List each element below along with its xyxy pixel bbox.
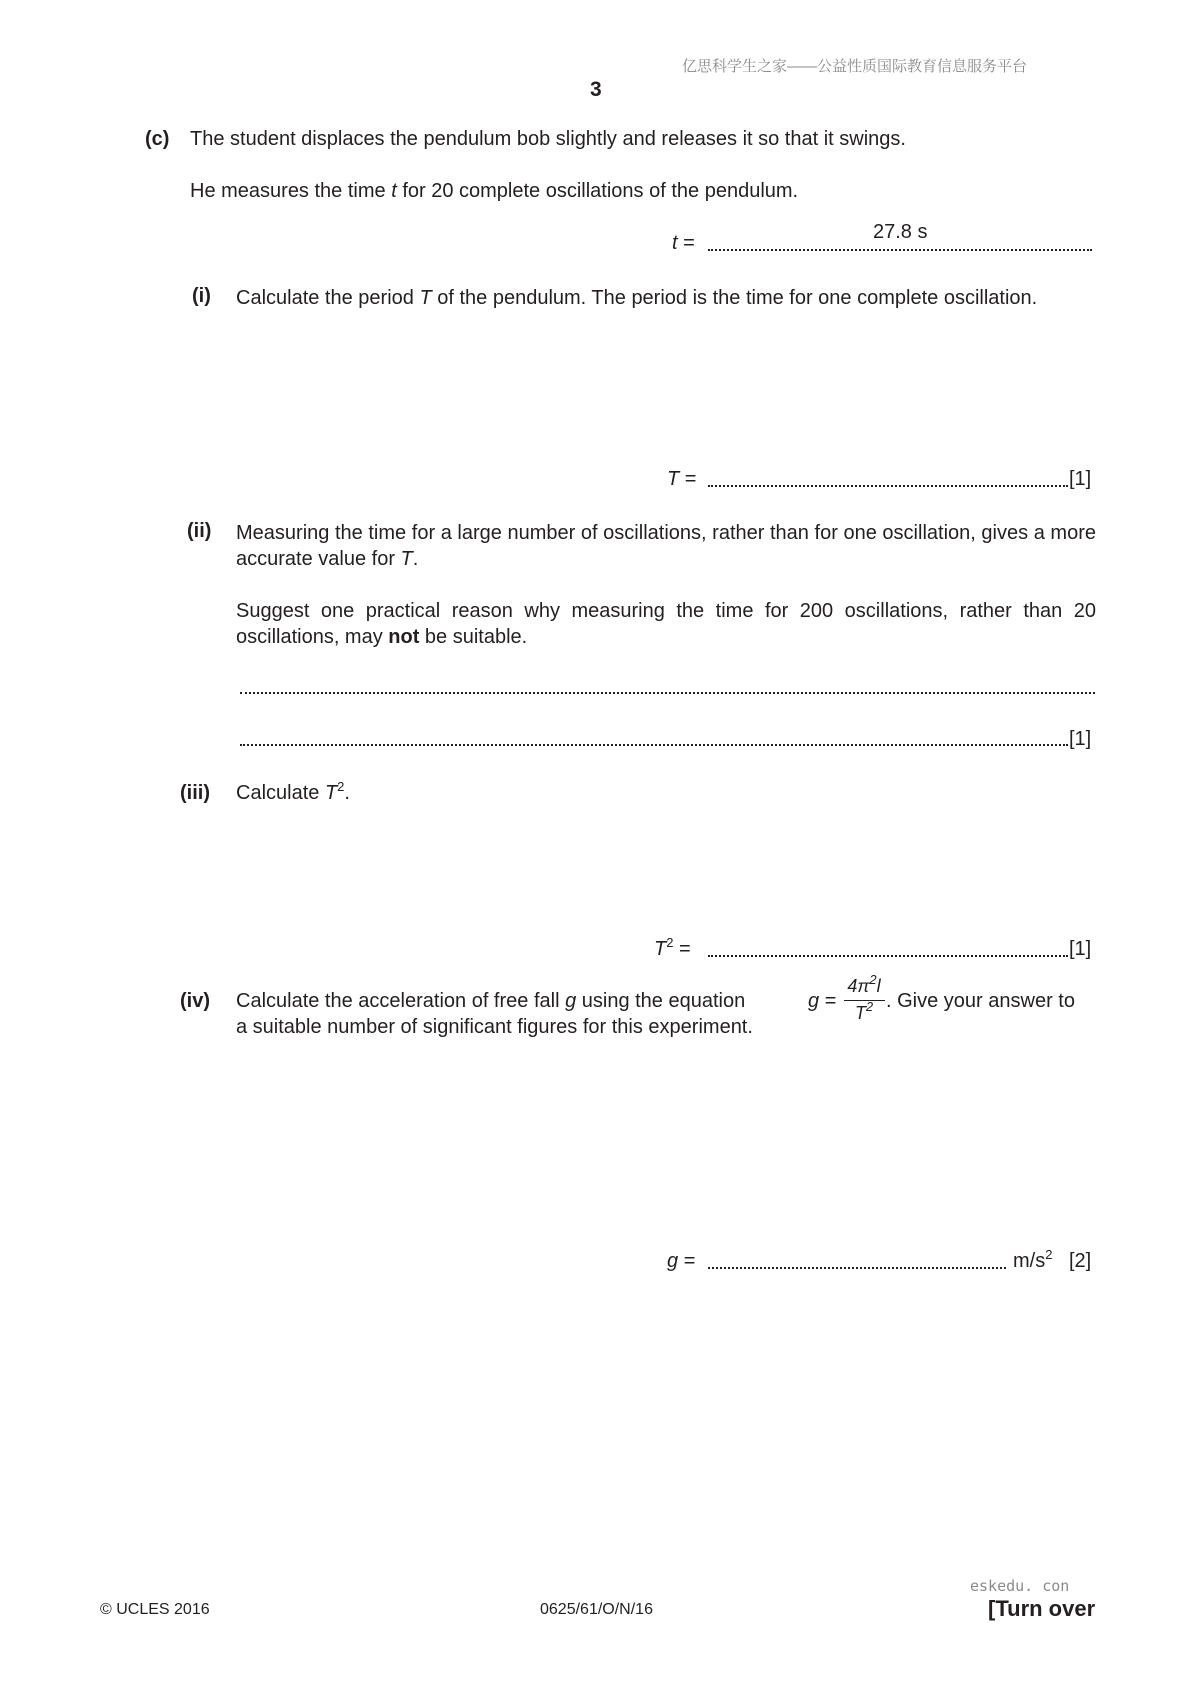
text: Measuring the time for a large number of oscillations, rather than for one oscillation, gives a more accurate value for [236,522,1096,570]
part-c-label: (c) [145,128,170,150]
superscript: 2 [865,999,874,1014]
part-ii-context [236,520,1096,572]
text: He measures the time [190,180,392,202]
T-squared-answer-line[interactable] [708,955,1068,957]
t-answer-value: 27.8 s [873,221,928,243]
text: 4π [847,976,870,996]
variable-g: g [667,1250,679,1272]
part-c-instruction [190,180,798,203]
T-answer-line[interactable] [708,485,1068,487]
equals: = [824,990,837,1012]
text: using the equation [576,990,746,1012]
variable-g: g [565,990,577,1012]
answer-line-2[interactable] [240,744,1068,746]
turn-over: [Turn over [988,1596,1096,1621]
part-ii-question [236,598,1096,650]
watermark-header: 亿思科学生之家——公益性质国际教育信息服务平台 [682,58,1028,75]
emphasis-not: not [388,626,420,648]
part-iv-question-line2: a suitable number of significant figures for this experiment. [236,1016,753,1038]
equals: = [683,1250,696,1272]
paper-code: 0625/61/O/N/16 [540,1601,653,1618]
superscript: 2 [337,779,345,794]
text: Calculate [236,782,325,804]
t-answer-label [672,232,695,255]
g-answer-line[interactable] [708,1267,1006,1269]
part-c-intro: The student displaces the pendulum bob slightly and releases it so that it swings. [190,128,906,150]
variable-t: t [672,232,678,254]
answer-line-1[interactable] [240,692,1095,694]
equals: = [679,938,691,960]
text: Suggest one practical reason why measuring the time for 200 oscillations, rather than 20 oscillations, may [236,600,1096,648]
g-answer-label [667,1250,695,1273]
superscript: 2 [1045,1247,1053,1262]
t-answer-line[interactable] [708,249,1092,251]
variable-T: T [654,938,667,960]
text: for 20 complete oscillations of the pendulum. [396,180,799,202]
part-iv-question-tail: . Give your answer to [886,990,1075,1012]
fraction-bar [844,1000,885,1001]
page-number: 3 [590,78,602,101]
superscript: 2 [869,972,877,987]
part-iii-question [236,779,350,805]
part-ii-label: (ii) [187,520,212,542]
text: . [344,782,350,804]
text: be suitable. [419,626,528,648]
equation-lhs [808,990,836,1013]
text: T [854,1003,866,1023]
unit [1013,1247,1053,1273]
equals: = [684,468,697,490]
marks: [1] [1069,468,1092,490]
T-squared-answer-label [654,935,691,961]
variable-T: T [419,287,432,309]
part-i-label: (i) [192,285,211,307]
variable-T: T [667,468,680,490]
fraction-denominator [842,999,886,1024]
fraction-numerator [842,972,886,997]
marks: [2] [1069,1250,1092,1272]
text: Calculate the period [236,287,420,309]
text: m/s [1013,1250,1046,1272]
text: of the pendulum. The period is the time for one complete oscillation. [431,287,1038,309]
text: l [876,976,881,996]
variable-g: g [808,990,820,1012]
watermark-footer: eskedu. con [970,1577,1070,1595]
equals: = [683,232,695,254]
part-iii-label: (iii) [180,782,210,804]
copyright: © UCLES 2016 [100,1601,210,1618]
marks: [1] [1069,728,1092,750]
marks: [1] [1069,938,1092,960]
variable-t: t [391,180,397,202]
part-i-question [236,285,1096,311]
part-iv-question-line1 [236,990,745,1013]
text: . [412,548,419,570]
T-answer-label [667,468,696,491]
text: Calculate the acceleration of free fall [236,990,566,1012]
variable-T: T [324,782,338,804]
superscript: 2 [666,935,674,950]
part-iv-label: (iv) [180,990,210,1012]
variable-T: T [400,548,413,570]
